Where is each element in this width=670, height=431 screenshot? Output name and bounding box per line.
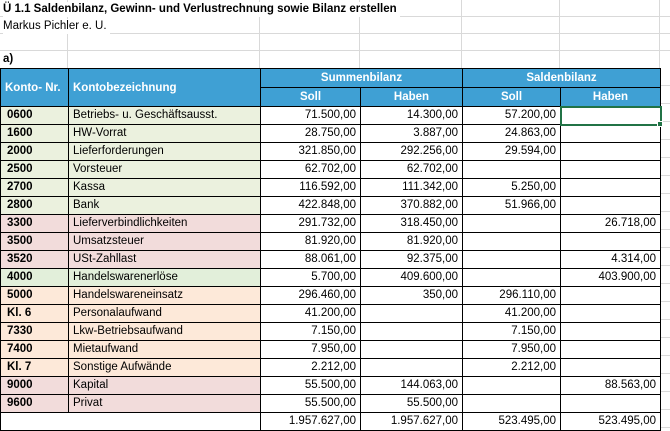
- cell-saldenbilanz-haben[interactable]: [561, 395, 661, 413]
- table-row: [1, 251, 661, 269]
- cell-konto-nr[interactable]: 5000: [1, 287, 69, 305]
- cell-summenbilanz-haben[interactable]: 318.450,00: [361, 215, 463, 233]
- cell-kontobezeichnung[interactable]: Bank: [69, 197, 261, 215]
- cell-kontobezeichnung[interactable]: Lieferforderungen: [69, 143, 261, 161]
- cell-kontobezeichnung[interactable]: Betriebs- u. Geschäftsausst.: [69, 107, 261, 125]
- cell-summenbilanz-haben[interactable]: 409.600,00: [361, 269, 463, 287]
- cell-summenbilanz-haben[interactable]: [361, 305, 463, 323]
- cell-saldenbilanz-haben[interactable]: [561, 161, 661, 179]
- cell-saldenbilanz-haben[interactable]: [561, 341, 661, 359]
- total-saldenbilanz-haben[interactable]: 523.495,00: [561, 413, 661, 431]
- cell-summenbilanz-soll[interactable]: 422.848,00: [261, 197, 361, 215]
- cell-summenbilanz-soll[interactable]: 116.592,00: [261, 179, 361, 197]
- gridline: [461, 0, 462, 68]
- table-row: [1, 341, 661, 359]
- header-summenbilanz-soll[interactable]: Soll: [261, 88, 361, 107]
- cell-konto-nr[interactable]: 7330: [1, 323, 69, 341]
- cell-summenbilanz-haben[interactable]: 3.887,00: [361, 125, 463, 143]
- table-row: [1, 143, 661, 161]
- cell-summenbilanz-soll[interactable]: 55.500,00: [261, 395, 361, 413]
- cell-kontobezeichnung[interactable]: Sonstige Aufwände: [69, 359, 261, 377]
- cell-kontobezeichnung[interactable]: Privat: [69, 395, 261, 413]
- cell-summenbilanz-soll[interactable]: 62.702,00: [261, 161, 361, 179]
- table-row: [1, 377, 661, 395]
- cell-summenbilanz-soll[interactable]: 55.500,00: [261, 377, 361, 395]
- cell-summenbilanz-soll[interactable]: 291.732,00: [261, 215, 361, 233]
- table-row: [1, 287, 661, 305]
- cell-saldenbilanz-soll[interactable]: 24.863,00: [463, 125, 561, 143]
- table-row: [1, 395, 661, 413]
- cell-kontobezeichnung[interactable]: Kassa: [69, 179, 261, 197]
- header-summenbilanz-haben[interactable]: Haben: [361, 88, 463, 107]
- cell-konto-nr[interactable]: 4000: [1, 269, 69, 287]
- cell-saldenbilanz-soll[interactable]: 296.110,00: [463, 287, 561, 305]
- cell-konto-nr[interactable]: 2800: [1, 197, 69, 215]
- total-summenbilanz-soll[interactable]: 1.957.627,00: [261, 413, 361, 431]
- cell-summenbilanz-soll[interactable]: 5.700,00: [261, 269, 361, 287]
- cell-summenbilanz-soll[interactable]: 71.500,00: [261, 107, 361, 125]
- cell-saldenbilanz-soll[interactable]: [463, 251, 561, 269]
- cell-konto-nr[interactable]: 9600: [1, 395, 69, 413]
- gridline: [0, 50, 670, 51]
- cell-saldenbilanz-haben[interactable]: [561, 179, 661, 197]
- cell-saldenbilanz-haben[interactable]: [561, 143, 661, 161]
- table-header-group-row: [1, 69, 661, 88]
- header-summenbilanz[interactable]: Summenbilanz: [261, 69, 463, 88]
- table-row: [1, 269, 661, 287]
- total-row: [1, 413, 661, 431]
- cell-saldenbilanz-haben[interactable]: 4.314,00: [561, 251, 661, 269]
- cell-kontobezeichnung[interactable]: Lieferverbindlichkeiten: [69, 215, 261, 233]
- table-row: [1, 197, 661, 215]
- cell-summenbilanz-soll[interactable]: 2.212,00: [261, 359, 361, 377]
- cell-summenbilanz-soll[interactable]: 88.061,00: [261, 251, 361, 269]
- cell-kontobezeichnung[interactable]: Kapital: [69, 377, 261, 395]
- cell-saldenbilanz-soll[interactable]: [463, 377, 561, 395]
- cell-kontobezeichnung[interactable]: Handelswareneinsatz: [69, 287, 261, 305]
- cell-summenbilanz-haben[interactable]: [361, 323, 463, 341]
- cell-summenbilanz-soll[interactable]: 81.920,00: [261, 233, 361, 251]
- cell-saldenbilanz-haben[interactable]: [561, 125, 661, 143]
- cell-summenbilanz-haben[interactable]: 81.920,00: [361, 233, 463, 251]
- cell-saldenbilanz-soll[interactable]: [463, 395, 561, 413]
- cell-saldenbilanz-haben[interactable]: [561, 197, 661, 215]
- table-body: [1, 107, 661, 413]
- cell-saldenbilanz-haben[interactable]: [561, 233, 661, 251]
- cell-saldenbilanz-soll[interactable]: [463, 233, 561, 251]
- cell-saldenbilanz-soll[interactable]: 5.250,00: [463, 179, 561, 197]
- cell-konto-nr[interactable]: 2000: [1, 143, 69, 161]
- cell-saldenbilanz-soll[interactable]: 29.594,00: [463, 143, 561, 161]
- cell-saldenbilanz-soll[interactable]: 7.150,00: [463, 323, 561, 341]
- cell-summenbilanz-soll[interactable]: 28.750,00: [261, 125, 361, 143]
- cell-saldenbilanz-soll[interactable]: 51.966,00: [463, 197, 561, 215]
- cell-summenbilanz-haben[interactable]: 350,00: [361, 287, 463, 305]
- cell-konto-nr[interactable]: 1600: [1, 125, 69, 143]
- cell-summenbilanz-haben[interactable]: 370.882,00: [361, 197, 463, 215]
- cell-saldenbilanz-soll[interactable]: [463, 269, 561, 287]
- accounts-table: [0, 68, 661, 431]
- cell-saldenbilanz-soll[interactable]: [463, 161, 561, 179]
- table-row: [1, 179, 661, 197]
- cell-saldenbilanz-soll[interactable]: 2.212,00: [463, 359, 561, 377]
- cell-summenbilanz-soll[interactable]: 7.150,00: [261, 323, 361, 341]
- table-row: [1, 359, 661, 377]
- header-saldenbilanz-soll[interactable]: Soll: [463, 88, 561, 107]
- gridline: [659, 0, 660, 68]
- cell-kontobezeichnung[interactable]: Handelswarenerlöse: [69, 269, 261, 287]
- cell-kontobezeichnung[interactable]: Mietaufwand: [69, 341, 261, 359]
- cell-saldenbilanz-haben[interactable]: [561, 359, 661, 377]
- cell-saldenbilanz-haben[interactable]: [561, 305, 661, 323]
- cell-summenbilanz-haben[interactable]: 62.702,00: [361, 161, 463, 179]
- cell-saldenbilanz-haben[interactable]: 26.718,00: [561, 215, 661, 233]
- table-row: [1, 305, 661, 323]
- cell-saldenbilanz-soll[interactable]: 41.200,00: [463, 305, 561, 323]
- table-row: [1, 125, 661, 143]
- gridline: [559, 0, 560, 68]
- cell-kontobezeichnung[interactable]: Umsatzsteuer: [69, 233, 261, 251]
- cell-saldenbilanz-haben[interactable]: [561, 107, 661, 125]
- cell-summenbilanz-haben[interactable]: 144.063,00: [361, 377, 463, 395]
- cell-summenbilanz-haben[interactable]: 14.300,00: [361, 107, 463, 125]
- cell-saldenbilanz-haben[interactable]: 88.563,00: [561, 377, 661, 395]
- total-summenbilanz-haben[interactable]: 1.957.627,00: [361, 413, 463, 431]
- total-saldenbilanz-soll[interactable]: 523.495,00: [463, 413, 561, 431]
- header-saldenbilanz[interactable]: Saldenbilanz: [463, 69, 661, 88]
- cell-konto-nr[interactable]: 0600: [1, 107, 69, 125]
- header-kontobezeichnung[interactable]: Kontobezeichnung: [69, 69, 261, 107]
- cell-kontobezeichnung[interactable]: USt-Zahllast: [69, 251, 261, 269]
- cell-summenbilanz-haben[interactable]: [361, 341, 463, 359]
- cell-konto-nr[interactable]: Kl. 7: [1, 359, 69, 377]
- cell-summenbilanz-haben[interactable]: 292.256,00: [361, 143, 463, 161]
- sheet-subtitle[interactable]: Markus Pichler e. U.: [3, 19, 110, 34]
- cell-kontobezeichnung[interactable]: Personalaufwand: [69, 305, 261, 323]
- cell-saldenbilanz-haben[interactable]: [561, 287, 661, 305]
- section-label[interactable]: a): [3, 52, 16, 67]
- cell-summenbilanz-soll[interactable]: 7.950,00: [261, 341, 361, 359]
- cell-konto-nr[interactable]: 2700: [1, 179, 69, 197]
- table-row: [1, 323, 661, 341]
- cell-kontobezeichnung[interactable]: Vorsteuer: [69, 161, 261, 179]
- cell-konto-nr[interactable]: 3300: [1, 215, 69, 233]
- table-row: [1, 233, 661, 251]
- cell-summenbilanz-haben[interactable]: 92.375,00: [361, 251, 463, 269]
- cell-saldenbilanz-soll[interactable]: 7.950,00: [463, 341, 561, 359]
- table-row: [1, 161, 661, 179]
- cell-saldenbilanz-soll[interactable]: [463, 215, 561, 233]
- cell-konto-nr[interactable]: Kl. 6: [1, 305, 69, 323]
- header-saldenbilanz-haben[interactable]: Haben: [561, 88, 661, 107]
- cell-konto-nr[interactable]: 3520: [1, 251, 69, 269]
- sheet-title[interactable]: Ü 1.1 Saldenbilanz, Gewinn- und Verlustrechnung sowie Bilanz erstellen: [3, 2, 400, 17]
- cell-summenbilanz-soll[interactable]: 321.850,00: [261, 143, 361, 161]
- table-row: [1, 107, 661, 125]
- header-konto-nr[interactable]: Konto- Nr.: [1, 69, 69, 107]
- cell-konto-nr[interactable]: 9000: [1, 377, 69, 395]
- cell-kontobezeichnung[interactable]: Lkw-Betriebsaufwand: [69, 323, 261, 341]
- cell-konto-nr[interactable]: 3500: [1, 233, 69, 251]
- cell-saldenbilanz-haben[interactable]: [561, 323, 661, 341]
- cell-summenbilanz-soll[interactable]: 296.460,00: [261, 287, 361, 305]
- cell-summenbilanz-haben[interactable]: 55.500,00: [361, 395, 463, 413]
- cell-konto-nr[interactable]: 2500: [1, 161, 69, 179]
- cell-saldenbilanz-haben[interactable]: 403.900,00: [561, 269, 661, 287]
- cell-konto-nr[interactable]: 7400: [1, 341, 69, 359]
- cell-saldenbilanz-soll[interactable]: 57.200,00: [463, 107, 561, 125]
- cell-summenbilanz-haben[interactable]: 111.342,00: [361, 179, 463, 197]
- cell-summenbilanz-soll[interactable]: 41.200,00: [261, 305, 361, 323]
- cell-kontobezeichnung[interactable]: HW-Vorrat: [69, 125, 261, 143]
- total-empty-cell[interactable]: [1, 413, 261, 431]
- cell-summenbilanz-haben[interactable]: [361, 359, 463, 377]
- table-row: [1, 215, 661, 233]
